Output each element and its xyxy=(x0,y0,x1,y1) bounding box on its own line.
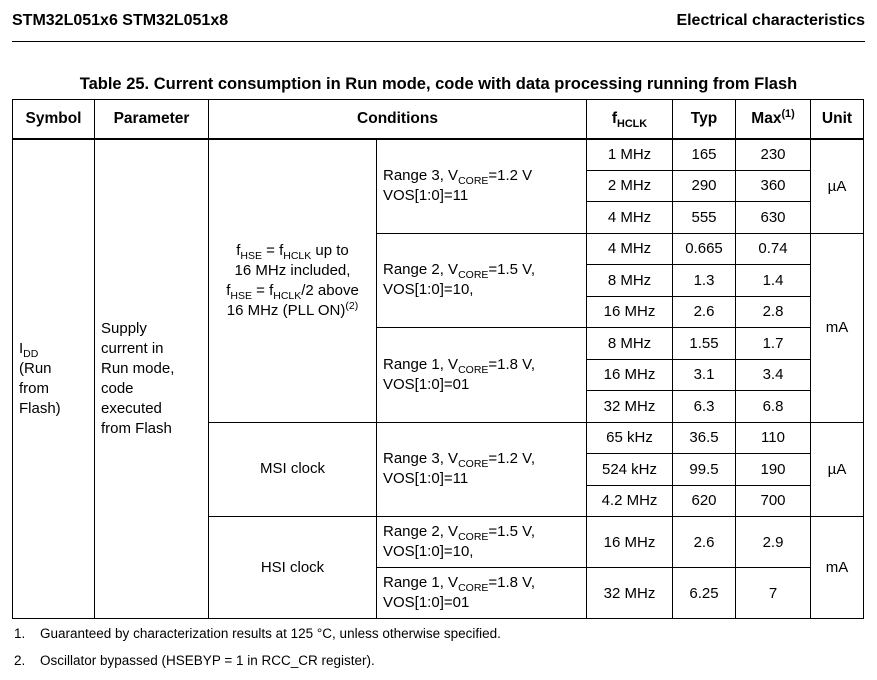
table-title: Table 25. Current consumption in Run mode, code with data processing running from Flash xyxy=(79,75,798,93)
unit-cell: mA xyxy=(811,233,864,422)
typ-cell: 99.5 xyxy=(673,454,736,486)
typ-cell: 6.3 xyxy=(673,391,736,423)
fhclk-cell: 8 MHz xyxy=(587,328,673,360)
table-row xyxy=(13,139,864,171)
fhclk-cell: 8 MHz xyxy=(587,265,673,297)
unit-cell: mA xyxy=(811,517,864,619)
typ-cell: 165 xyxy=(673,139,736,171)
max-cell: 700 xyxy=(736,485,811,517)
parameter-cell: Supply current in Run mode, code executed from Flash xyxy=(95,139,209,619)
max-cell: 6.8 xyxy=(736,391,811,423)
document-header-left: STM32L051x6 STM32L051x8 xyxy=(12,12,229,29)
max-cell: 1.7 xyxy=(736,328,811,360)
typ-cell: 36.5 xyxy=(673,422,736,454)
hsi-range-1-condition: Range 1, $V_{CORE}=1.8$ V, VOS[1:0]=01 xyxy=(377,568,587,619)
fhclk-cell: 4 MHz xyxy=(587,202,673,234)
max-cell: 2.9 xyxy=(736,517,811,568)
document-header-right: Electrical characteristics xyxy=(676,12,865,29)
typ-cell: 2.6 xyxy=(673,296,736,328)
footnote-1: 1. Guaranteed by characterization results at 125 °C, unless otherwise specified. xyxy=(14,626,501,641)
max-cell: 7 xyxy=(736,568,811,619)
typ-cell: 555 xyxy=(673,202,736,234)
fhclk-cell: 4.2 MHz xyxy=(587,485,673,517)
range-1-condition: Range 1, $V_{CORE}=1.8$ V, VOS[1:0]=01 xyxy=(377,328,587,423)
col-header-fhclk: $f_{HCLK}$ xyxy=(587,100,673,139)
fhclk-cell: 4 MHz xyxy=(587,233,673,265)
fhclk-cell: 524 kHz xyxy=(587,454,673,486)
typ-cell: 1.55 xyxy=(673,328,736,360)
col-header-unit: Unit xyxy=(811,100,864,139)
max-cell: 0.74 xyxy=(736,233,811,265)
footnote-2: 2. Oscillator bypassed (HSEBYP = 1 in RCC_CR register). xyxy=(14,653,375,668)
range-2-condition: Range 2, $V_{CORE}=1.5$ V, VOS[1:0]=10, xyxy=(377,233,587,328)
max-cell: 1.4 xyxy=(736,265,811,297)
msi-clock-label: MSI clock xyxy=(209,422,377,517)
msi-range-3-condition: Range 3, $V_{CORE}=1.2$ V, VOS[1:0]=11 xyxy=(377,422,587,517)
current-consumption-table xyxy=(12,99,864,619)
fhclk-cell: 32 MHz xyxy=(587,391,673,423)
unit-cell: µA xyxy=(811,422,864,517)
fhclk-cell: 16 MHz xyxy=(587,517,673,568)
max-cell: 630 xyxy=(736,202,811,234)
symbol-cell: $I_{DD}$ (Run from Flash) xyxy=(13,139,95,619)
max-cell: 3.4 xyxy=(736,359,811,391)
table-header-row xyxy=(13,100,864,139)
col-header-parameter: Parameter xyxy=(95,100,209,139)
fhclk-cell: 1 MHz xyxy=(587,139,673,171)
col-header-max: Max$^{(1)}$ xyxy=(736,100,811,139)
fhclk-cell: 16 MHz xyxy=(587,296,673,328)
hsi-range-2-condition: Range 2, $V_{CORE}=1.5$ V, VOS[1:0]=10, xyxy=(377,517,587,568)
header-divider xyxy=(12,41,865,42)
fhclk-cell: 32 MHz xyxy=(587,568,673,619)
unit-cell: µA xyxy=(811,139,864,234)
max-cell: 110 xyxy=(736,422,811,454)
hse-condition-cell: $f_{HSE} = f_{HCLK}$ up to 16 MHz included, $f_{HSE} = f_{HCLK}/2$ above 16 MHz (PLL ON)$^{(2)}$ xyxy=(209,139,377,423)
max-cell: 190 xyxy=(736,454,811,486)
range-3-condition: Range 3, $V_{CORE}=1.2$ V VOS[1:0]=11 xyxy=(377,139,587,234)
max-cell: 2.8 xyxy=(736,296,811,328)
hsi-clock-label: HSI clock xyxy=(209,517,377,619)
typ-cell: 290 xyxy=(673,170,736,202)
max-cell: 230 xyxy=(736,139,811,171)
col-header-symbol: Symbol xyxy=(13,100,95,139)
typ-cell: 620 xyxy=(673,485,736,517)
max-cell: 360 xyxy=(736,170,811,202)
col-header-typ: Typ xyxy=(673,100,736,139)
col-header-conditions: Conditions xyxy=(209,100,587,139)
fhclk-cell: 2 MHz xyxy=(587,170,673,202)
typ-cell: 3.1 xyxy=(673,359,736,391)
typ-cell: 6.25 xyxy=(673,568,736,619)
fhclk-cell: 65 kHz xyxy=(587,422,673,454)
typ-cell: 0.665 xyxy=(673,233,736,265)
fhclk-cell: 16 MHz xyxy=(587,359,673,391)
typ-cell: 1.3 xyxy=(673,265,736,297)
typ-cell: 2.6 xyxy=(673,517,736,568)
